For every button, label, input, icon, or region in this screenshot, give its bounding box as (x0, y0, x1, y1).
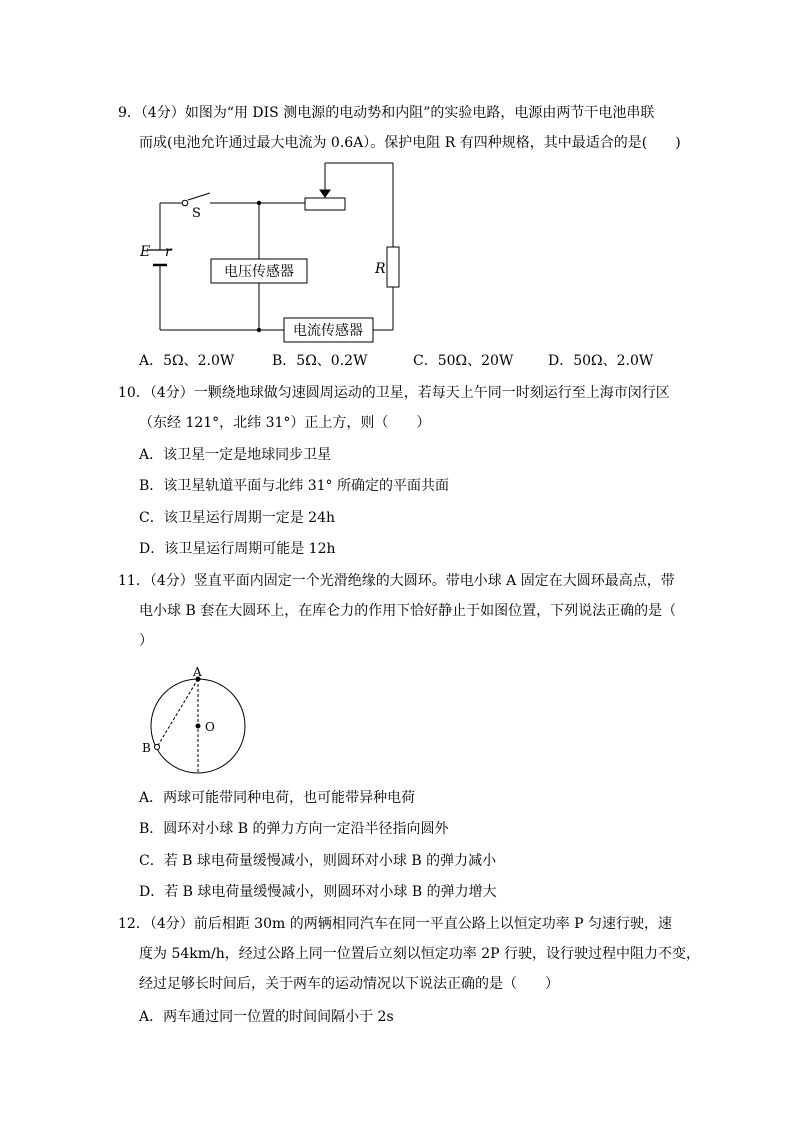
current-sensor-label: 电流传感器 (293, 323, 363, 339)
q9-stem-line-1: 9．（4分）如图为“用 DIS 测电源的电动势和内阻”的实验电路，电源由两节干电池串联 (118, 105, 655, 121)
battery-emf-label: E (140, 244, 151, 260)
q9-option-d: D．50Ω、2.0W (548, 353, 654, 369)
q12-stem-line-1: 12．（4分）前后相距 30m 的两辆相同汽车在同一平直公路上以恒定功率 P 匀速行驶，速 (118, 916, 673, 932)
switch-label: S (192, 206, 201, 221)
q10-option-d: D．该卫星运行周期可能是 12h (139, 541, 336, 557)
q12-option-a: A．两车通过同一位置的时间间隔小于 2s (139, 1009, 394, 1025)
q10-option-b: B．该卫星轨道平面与北纬 31° 所确定的平面共面 (139, 478, 450, 494)
q10-option-c: C．该卫星运行周期一定是 24h (139, 510, 335, 526)
q10-stem-line-2: （东经 121°，北纬 31°）正上方，则（ ） (139, 415, 431, 431)
q11-stem-line-3: ） (139, 633, 153, 649)
q9-option-c: C．50Ω、20W (413, 353, 514, 369)
q12-stem-line-2: 度为 54km/h，经过公路上同一位置后立刻以恒定功率 2P 行驶，设行驶过程中阻力不变， (139, 946, 700, 962)
ball-b-label: B (142, 741, 151, 755)
battery-r-label: r (165, 244, 172, 260)
q12-stem-line-3: 经过足够长时间后，关于两车的运动情况以下说法正确的是（ ） (139, 976, 559, 992)
q9-stem-line-2: 而成(电池允许通过最大电流为 0.6A）。保护电阻 R 有四种规格，其中最适合的是( ) (139, 135, 681, 151)
resistor-label: R (375, 261, 386, 277)
ball-a-label: A (193, 665, 202, 679)
q11-option-b: B．圆环对小球 B 的弹力方向一定沿半径指向圆外 (139, 821, 449, 837)
q10-option-a: A．该卫星一定是地球同步卫星 (139, 447, 332, 463)
q10-stem-line-1: 10．（4分）一颗绕地球做匀速圆周运动的卫星，若每天上午同一时刻运行至上海市闵行区 (118, 385, 670, 401)
q11-stem-line-1: 11．（4分）竖直平面内固定一个光滑绝缘的大圆环。带电小球 A 固定在大圆环最高点，带 (118, 573, 675, 589)
q11-option-a: A．两球可能带同种电荷，也可能带异种电荷 (139, 790, 416, 806)
q11-stem-line-2: 电小球 B 套在大圆环上，在库仑力的作用下恰好静止于如图位置，下列说法正确的是（ (139, 603, 677, 619)
center-o-label: O (205, 720, 215, 734)
voltage-sensor-label: 电压传感器 (224, 264, 294, 280)
q9-option-a: A．5Ω、2.0W (139, 353, 235, 369)
q11-option-c: C．若 B 球电荷量缓慢减小，则圆环对小球 B 的弹力减小 (139, 853, 497, 869)
q9-option-b: B．5Ω、0.2W (272, 353, 368, 369)
q11-option-d: D．若 B 球电荷量缓慢减小，则圆环对小球 B 的弹力增大 (139, 884, 497, 900)
